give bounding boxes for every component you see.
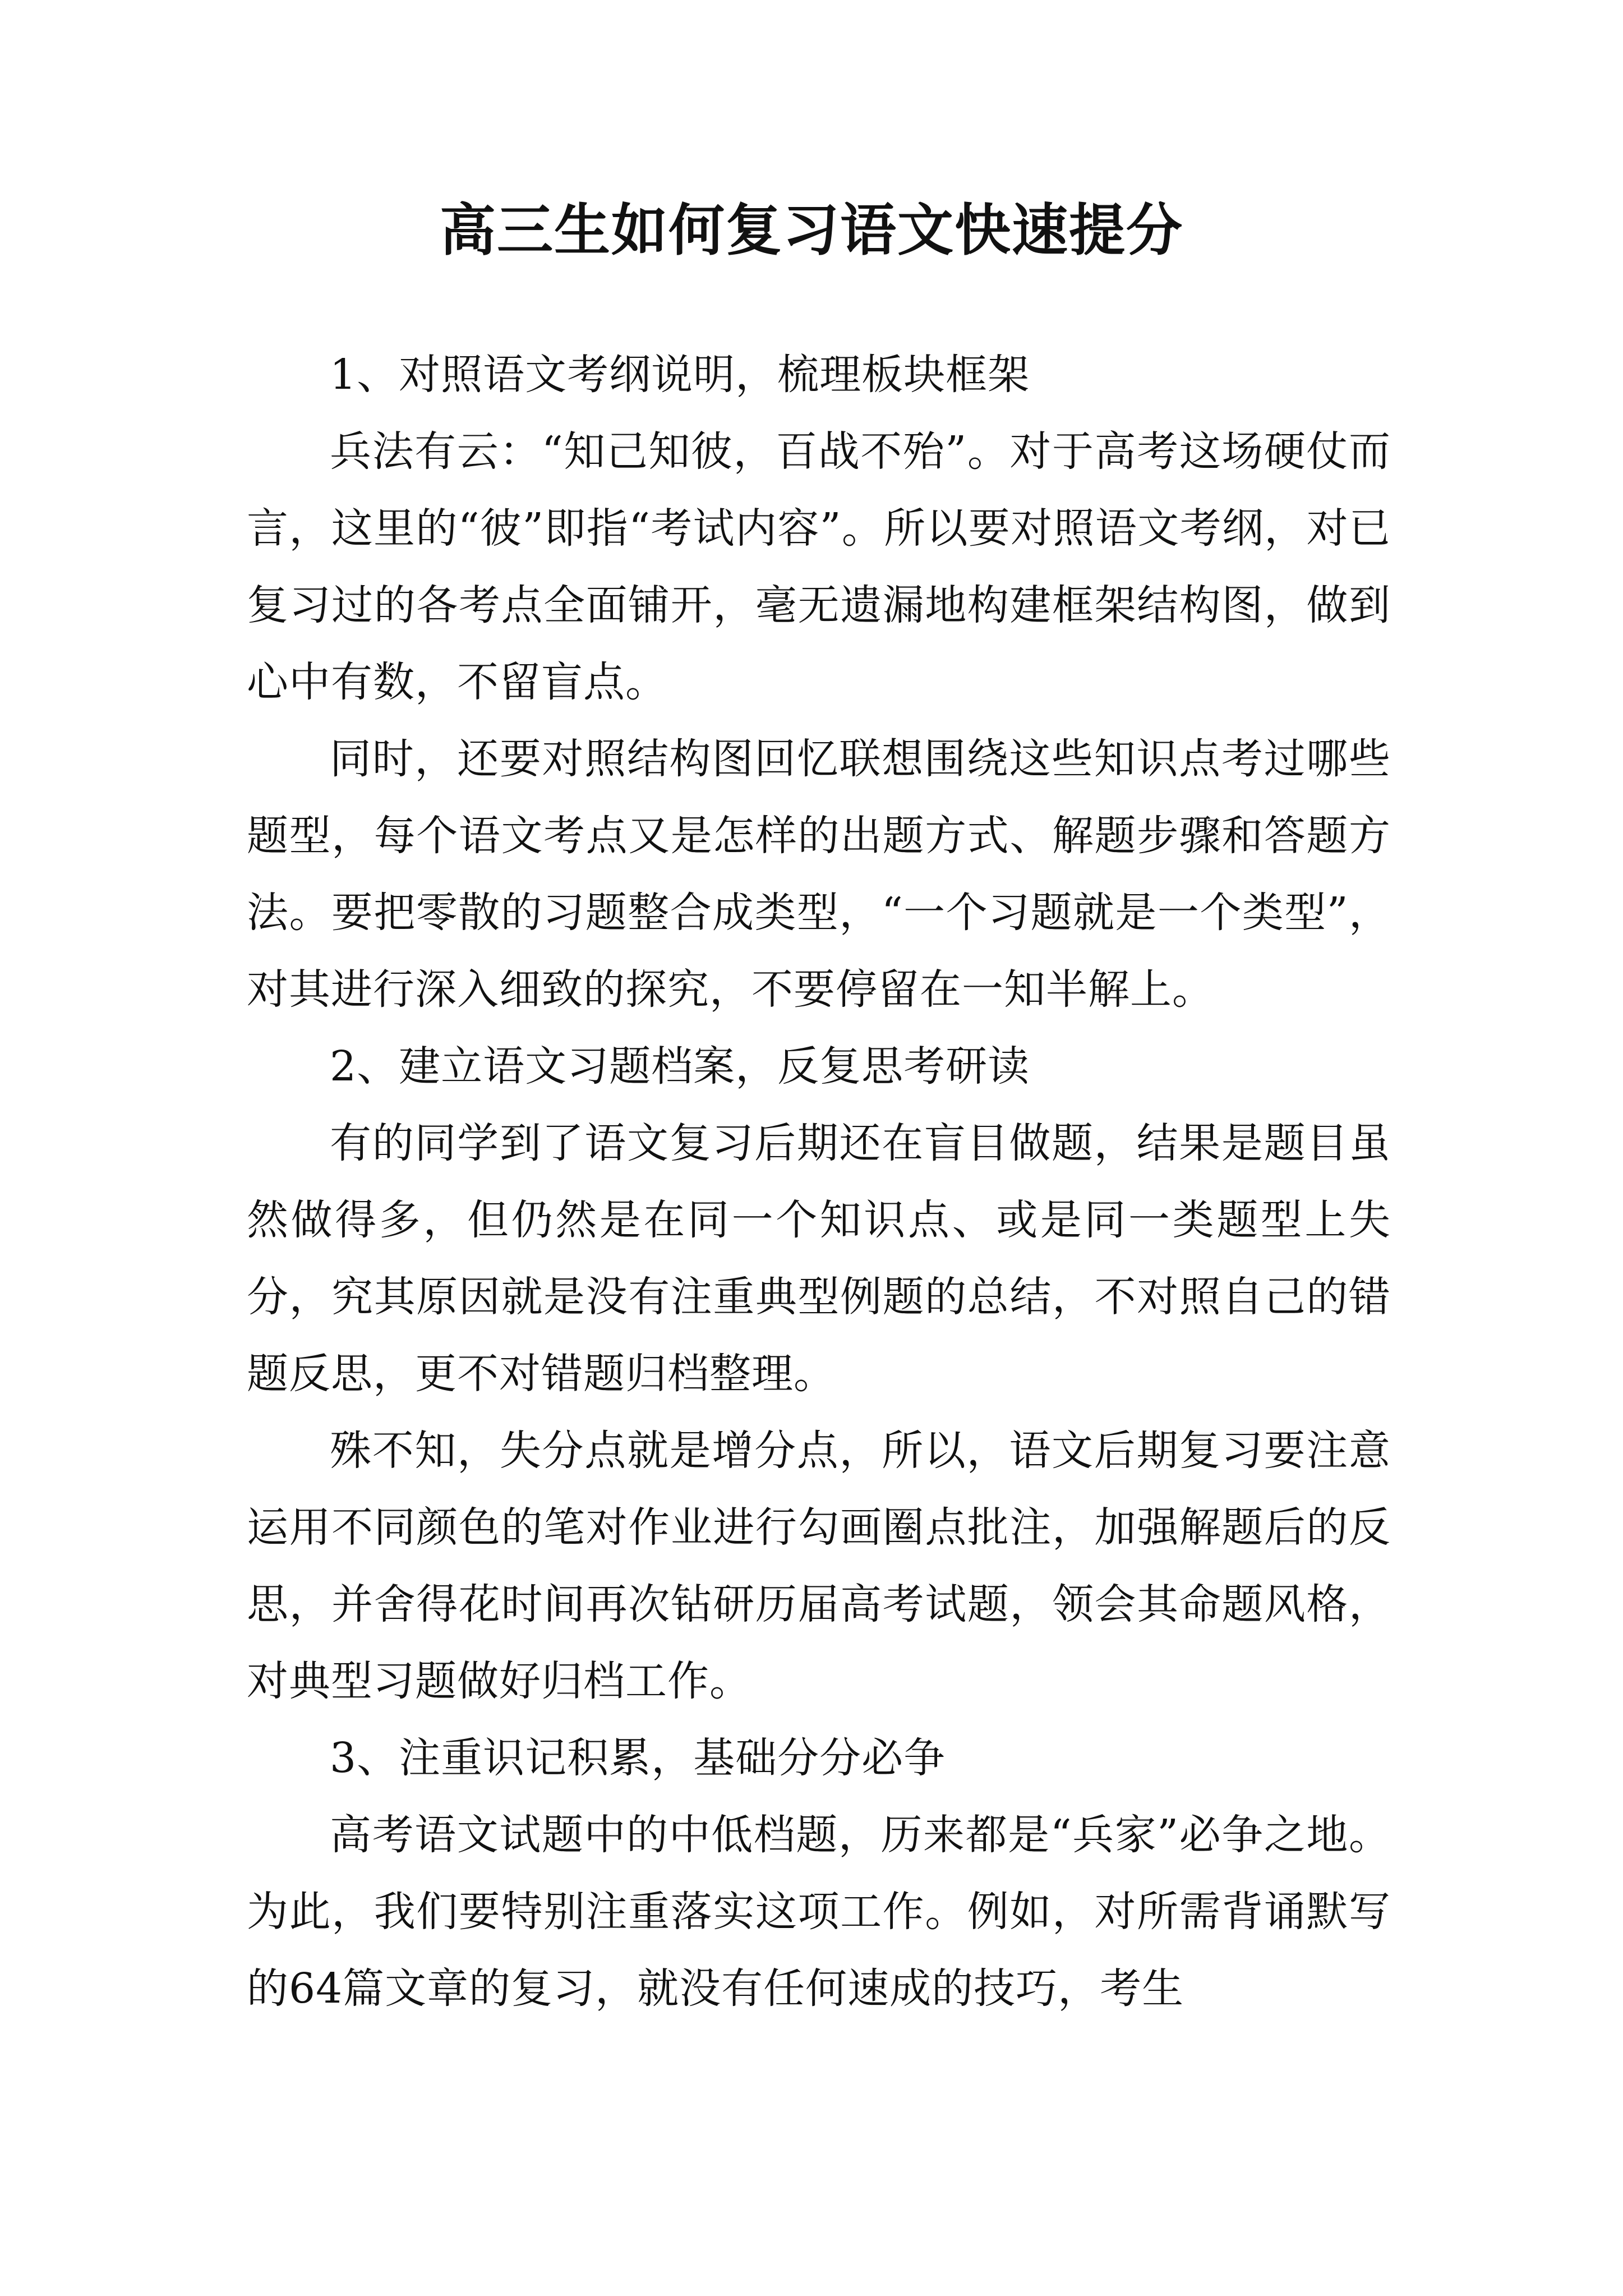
body-paragraph: 兵法有云：“知己知彼，百战不殆”。对于高考这场硬仗而言，这里的“彼”即指“考试内容”。所以要对照语文考纲，对已复习过的各考点全面铺开，毫无遗漏地构建框架结构图，做到心中有数，不留盲点。 (247, 427, 1391, 706)
body-paragraph: 高考语文试题中的中低档题，历来都是“兵家”必争之地。为此，我们要特别注重落实这项工作。例如，对所需背诵默写的64篇文章的复习，就没有任何速成的技巧，考生 (247, 1811, 1391, 2013)
section-heading-1: 1、对照语文考纲说明，梳理板块框架 (330, 351, 1030, 399)
section-heading-3: 3、注重识记积累，基础分分必争 (330, 1734, 946, 1782)
body-paragraph: 有的同学到了语文复习后期还在盲目做题，结果是题目虽然做得多，但仍然是在同一个知识点、或是同一类题型上失分，究其原因就是没有注重典型例题的总结，不对照自己的错题反思，更不对错题归档整理。 (247, 1119, 1391, 1398)
document-title: 高三生如何复习语文快速提分 (440, 197, 1183, 263)
section-heading-2: 2、建立语文习题档案，反复思考研读 (330, 1042, 1030, 1091)
body-paragraph: 同时，还要对照结构图回忆联想围绕这些知识点考过哪些题型，每个语文考点又是怎样的出题方式、解题步骤和答题方法。要把零散的习题整合成类型，“一个习题就是一个类型”，对其进行深入细致的探究，不要停留在一知半解上。 (247, 735, 1391, 1014)
body-paragraph: 殊不知，失分点就是增分点，所以，语文后期复习要注意运用不同颜色的笔对作业进行勾画圈点批注，加强解题后的反思，并舍得花时间再次钻研历届高考试题，领会其命题风格，对典型习题做好归档工作。 (247, 1427, 1391, 1705)
document-body (247, 337, 1391, 2027)
